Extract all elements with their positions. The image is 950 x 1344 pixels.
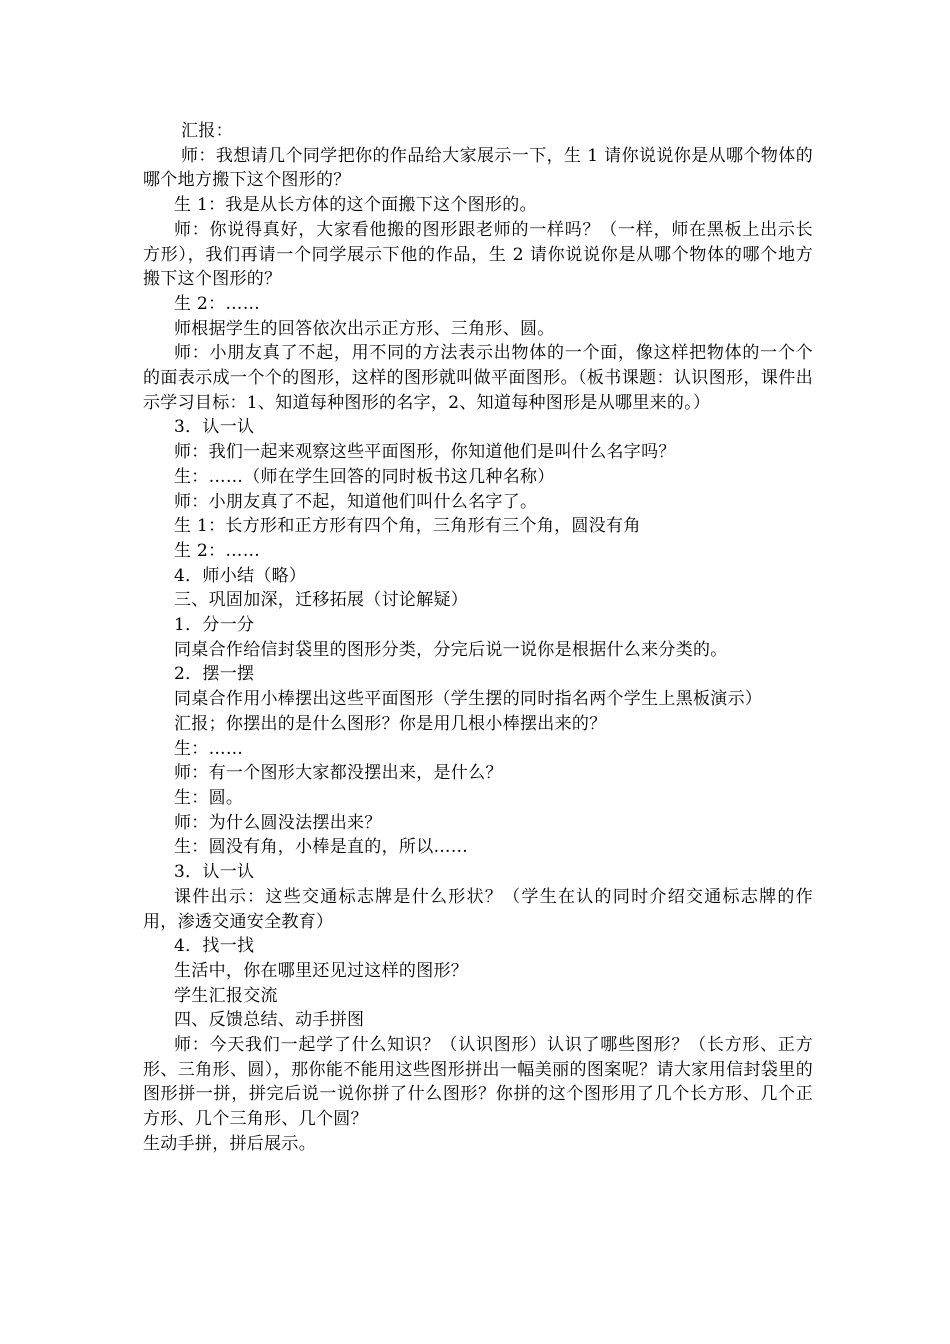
paragraph: 学生汇报交流 [174,985,278,1006]
paragraph: 生动手拼，拼后展示。 [143,1133,316,1154]
paragraph: 师：我想请几个同学把你的作品给大家展示一下，生 1 请你说说你是从哪个物体的哪个地方搬下这个图形的？ [143,145,813,191]
paragraph: 生 2：…… [174,540,261,561]
paragraph: 四、反馈总结、动手拼图 [174,1010,365,1031]
paragraph: 三、巩固加深，迁移拓展（讨论解疑） [174,590,469,611]
paragraph: 师根据学生的回答依次出示正方形、三角形、圆。 [174,318,555,339]
paragraph: 4．师小结（略） [174,565,307,586]
paragraph: 同桌合作给信封袋里的图形分类，分完后说一说你是根据什么来分类的。 [174,639,728,660]
paragraph: 3．认一认 [174,417,255,438]
paragraph: 汇报： [181,121,233,141]
paragraph: 生活中，你在哪里还见过这样的图形？ [174,960,469,981]
paragraph: 师：为什么圆没法摆出来？ [174,812,382,833]
paragraph: 生 2：…… [174,293,261,314]
paragraph: 师：你说得真好，大家看他搬的图形跟老师的一样吗？（一样，师在黑板上出示长方形），我们再请一个同学展示下他的作品，生 2 请你说说你是从哪个物体的哪个地方搬下这个图形的？ [143,219,813,290]
paragraph: 同桌合作用小棒摆出这些平面图形（学生摆的同时指名两个学生上黑板演示） [174,689,763,710]
paragraph: 1．分一分 [174,615,255,636]
paragraph: 师：小朋友真了不起，知道他们叫什么名字了。 [174,491,538,512]
paragraph: 师：我们一起来观察这些平面图形，你知道他们是叫什么名字吗？ [174,442,676,463]
paragraph: 汇报；你摆出的是什么图形？你是用几根小棒摆出来的？ [174,713,607,734]
document-body [143,119,813,1157]
paragraph: 生 1：我是从长方体的这个面搬下这个图形的。 [174,195,537,216]
paragraph: 师：小朋友真了不起，用不同的方法表示出物体的一个面，像这样把物体的一个个的面表示成一个个的图形，这样的图形就叫做平面图形。（板书课题：认识图形，课件出示学习目标：1、知道每种图形的名字，2、知道每种图形是从哪里来的。） [143,343,813,413]
paragraph: 生：圆没有角，小棒是直的，所以…… [174,837,469,858]
paragraph: 3．认一认 [174,862,255,883]
paragraph: 师：今天我们一起学了什么知识？（认识图形）认识了哪些图形？（长方形、正方形、三角形、圆），那你能不能用这些图形拼出一幅美丽的图案呢？请大家用信封袋里的图形拼一拼，拼完后说一说你拼了什么图形？你拼的这个图形用了几个长方形、几个正方形、几个三角形、几个圆？ [143,1035,813,1130]
paragraph: 课件出示：这些交通标志牌是什么形状？（学生在认的同时介绍交通标志牌的作用，渗透交通安全教育） [143,886,813,932]
paragraph: 2．摆一摆 [174,664,255,685]
paragraph: 生 1：长方形和正方形有四个角，三角形有三个角，圆没有角 [174,516,641,537]
paragraph: 生：……（师在学生回答的同时板书这几种名称） [174,466,555,487]
paragraph: 4．找一找 [174,936,255,957]
paragraph: 师：有一个图形大家都没摆出来，是什么？ [174,763,503,784]
paragraph: 生：…… [174,738,244,759]
paragraph: 生：圆。 [174,787,244,808]
